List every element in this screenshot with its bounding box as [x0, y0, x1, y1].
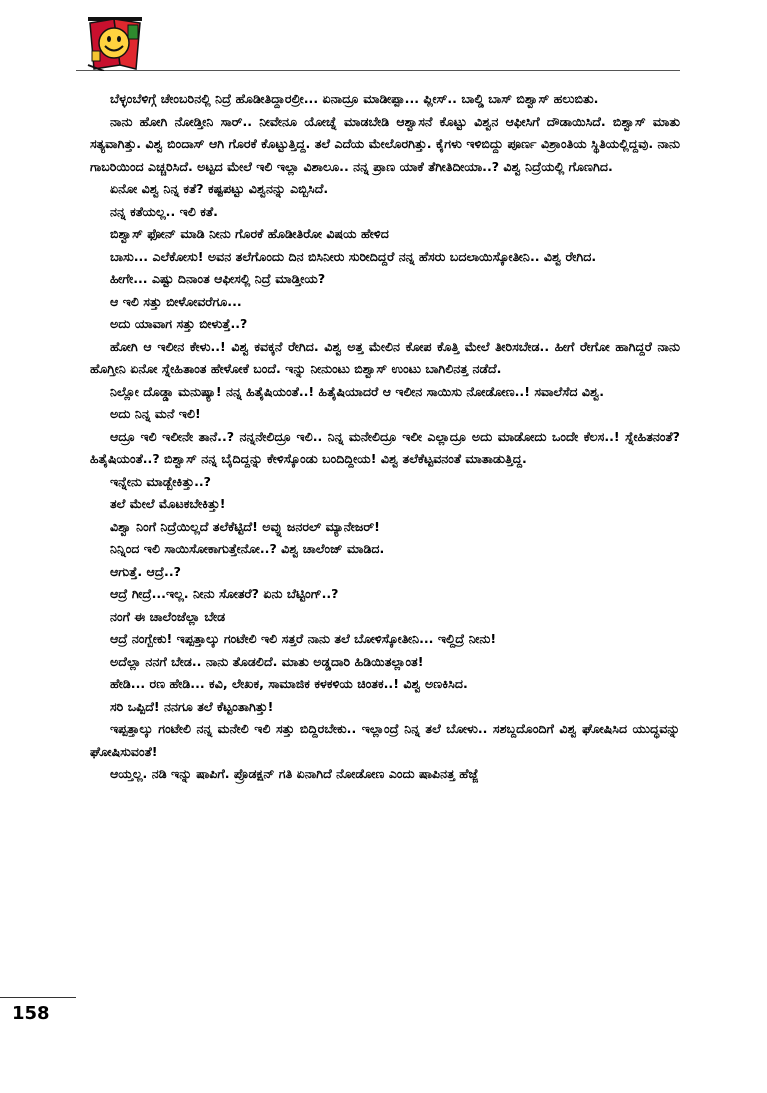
- paragraph: ಇನ್ನೇನು ಮಾಡ್ಬೇಕಿತ್ತು..?: [110, 473, 211, 489]
- paragraph: ಅದು ನಿನ್ನ ಮನೆ ಇಲಿ!: [110, 406, 201, 421]
- paragraph: ಬಾಸು... ಎಲೆಕೋಸು! ಅವನ ತಲೆಗೊಂದು ದಿನ ಬಿಸಿನೀರು ಸುರೀದಿದ್ದರೆ ನನ್ನ ಹೆಸರು ಬದಲಾಯಿಸ್ಕೋತೀನಿ.. ವಿಶ್ವ ರೇಗಿದ.: [110, 248, 597, 264]
- page-number: 158: [12, 1003, 50, 1024]
- header-rule: [76, 70, 680, 71]
- paragraph: ಆದ್ರೆ ನಂಗ್ಬೇಕು! ಇಪ್ಪತ್ತಾಲ್ಕು ಗಂಟೇಲಿ ಇಲಿ ಸತ್ತರೆ ನಾನು ತಲೆ ಬೋಳಿಸ್ಕೋತೀನಿ... ಇಲ್ದಿದ್ರೆ ನೀನು!: [110, 631, 497, 646]
- paragraph: ನಂಗೆ ಈ ಚಾಲೆಂಜೆಲ್ಲಾ ಬೇಡ: [110, 608, 226, 624]
- smiley-book-logo-icon: [84, 15, 146, 71]
- paragraph: ಏನೋ ವಿಶ್ವ ನಿನ್ನ ಕತೆ? ಕಷ್ಟಪಟ್ಟು ವಿಶ್ವನನ್ನು ಎಬ್ಬಿಸಿದೆ.: [110, 181, 329, 196]
- paragraph: ಆ ಇಲಿ ಸತ್ತು ಬೀಳೋವರೆಗೂ...: [110, 293, 242, 309]
- paragraph: ಬಿಶ್ವಾಸ್ ಫೋನ್ ಮಾಡಿ ನೀನು ಗೊರಕೆ ಹೊಡೀತಿರೋ ವಿಷಯ ಹೇಳಿದ: [110, 226, 389, 241]
- paragraph: ಹೀಗೇ... ಎಷ್ಟು ದಿನಾಂತ ಆಫೀಸಲ್ಲಿ ನಿದ್ರೆ ಮಾಡ್ತೀಯ?: [110, 271, 326, 286]
- paragraph: ಇಪ್ಪತ್ತಾಲ್ಕು ಗಂಟೇಲಿ ನನ್ನ ಮನೇಲಿ ಇಲಿ ಸತ್ತು ಬಿದ್ದಿರಬೇಕು.. ಇಲ್ಲಾಂದ್ರೆ ನಿನ್ನ ತಲೆ ಬೋಳು.. ಸಶಬ್ದದೊಂದಿಗೆ ವಿಶ್ವ ಘೋಷಿಸಿದ ಯುದ್ಧವನ್ನು ಘೋಷಿಸುವಂತೆ!: [90, 721, 680, 759]
- footer-rule: [0, 997, 76, 998]
- paragraph: ಆಗುತ್ತೆ. ಆದ್ರೆ..?: [110, 563, 181, 579]
- paragraph: ವಿಶ್ವಾ ನಿಂಗೆ ನಿದ್ರೆಯಿಲ್ಲದೆ ತಲೆಕೆಟ್ಟಿದೆ! ಅವ್ನು ಜನರಲ್ ಮ್ಯಾನೇಜರ್!: [110, 518, 380, 534]
- paragraph: ನಿನ್ನಿಂದ ಇಲಿ ಸಾಯಿಸೋಕಾಗುತ್ತೇನೋ..? ವಿಶ್ವ ಚಾಲೆಂಜ್ ಮಾಡಿದ.: [110, 541, 385, 556]
- paragraph: ಅದೆಲ್ಲಾ ನನಗೆ ಬೇಡ.. ನಾನು ತೊಡಲಿದೆ. ಮಾತು ಅಡ್ಡದಾರಿ ಹಿಡಿಯಿತಲ್ಲಾಂತ!: [110, 653, 424, 669]
- paragraph: ನನ್ನ ಕತೆಯಲ್ಲ.. ಇಲಿ ಕತೆ.: [110, 203, 218, 219]
- paragraph: ಆದ್ರೂ ಇಲಿ ಇಲೀನೇ ತಾನೆ..? ನನ್ನನೇಲಿದ್ರೂ ಇಲಿ.. ನಿನ್ನ ಮನೇಲಿದ್ರೂ ಇಲೀ ಎಲ್ಲಾದ್ರೂ ಅದು ಮಾಡೋದು ಒಂದೇ ಕೆಲಸ..! ಸ್ನೇಹಿತನಂತೆ? ಹಿತೈಷಿಯಂತೆ..? ಬಿಶ್ವಾಸ್ ನನ್ನ ಬೈದಿದ್ದನ್ನು ಕೇಳಿಸ್ಕೊಂಡು ಬಂದಿದ್ದೀಯ! ವಿಶ್ವ ತಲೆಕೆಟ್ಟವನಂತೆ ಮಾತಾಡುತ್ತಿದ್ದ.: [90, 428, 680, 466]
- paragraph: ನಾನು ಹೋಗಿ ನೋಡ್ತೀನಿ ಸಾರ್.. ನೀವೇನೂ ಯೋಚ್ನೆ ಮಾಡಬೇಡಿ ಆಶ್ವಾಸನೆ ಕೊಟ್ಟು ವಿಶ್ವನ ಆಫೀಸಿಗೆ ದೌಡಾಯಿಸಿದೆ. ಬಿಶ್ವಾಸ್ ಮಾತು ಸತ್ಯವಾಗಿತ್ತು. ವಿಶ್ವ ಬಿಂದಾಸ್ ಆಗಿ ಗೊರಕೆ ಕೊಟ್ಟುತ್ತಿದ್ದ. ತಲೆ ಎದೆಯ ಮೇಲೊರಗಿತ್ತು. ಕೈಗಳು ಇಳಿಬಿದ್ದು ಪೂರ್ಣ ವಿಶ್ರಾಂತಿಯ ಸ್ಥಿತಿಯಲ್ಲಿದ್ದವು. ನಾನು ಗಾಬರಿಯಿಂದ ಎಚ್ಚರಿಸಿದೆ. ಅಟ್ಟದ ಮೇಲೆ ಇಲಿ ಇಲ್ಲಾ ವಿಶಾಲೂ.. ನನ್ನ ಪ್ರಾಣ ಯಾಕೆ ತೆಗೀತಿದೀಯಾ..? ವಿಶ್ವ ನಿದ್ರೆಯಲ್ಲಿ ಗೊಣಗಿದ.: [90, 113, 680, 174]
- paragraph: ಹೋಗಿ ಆ ಇಲೀನ ಕೇಳು..! ವಿಶ್ವ ಕವಕ್ಕನೆ ರೇಗಿದ. ವಿಶ್ವ ಅತ್ತ ಮೇಲಿನ ಕೋಪ ಕೊತ್ತಿ ಮೇಲೆ ತೀರಿಸಬೇಡ.. ಹೀಗೆ ರೇಗೋ ಹಾಗಿದ್ದರೆ ನಾನು ಹೊಗ್ತೀನಿ ಏನೋ ಸ್ನೇಹಿತಾಂತ ಹೇಳೋಕೆ ಬಂದೆ. ಇನ್ನು ನೀನುಂಟು ಬಿಶ್ವಾಸ್ ಉಂಟು ಬಾಗಿಲಿನತ್ತ ನಡೆದೆ.: [90, 338, 680, 376]
- paragraph: ನಿಲ್ಲೋ ದೊಡ್ಡಾ ಮನುಷ್ಯಾ! ನನ್ನ ಹಿತೈಷಿಯಂತೆ..! ಹಿತೈಷಿಯಾದರೆ ಆ ಇಲೀನ ಸಾಯಿಸು ನೋಡೋಣ..! ಸವಾಲೆಸೆದ ವಿಶ್ವ.: [110, 383, 604, 399]
- paragraph: ಬೆಳ್ಳಂಬೆಳಿಗ್ಗೆ ಚೇಂಬರಿನಲ್ಲಿ ನಿದ್ರೆ ಹೊಡೀತಿದ್ದಾರಲ್ರೀ... ಏನಾದ್ರೂ ಮಾಡೀಪ್ಪಾ... ಪ್ಲೀಸ್.. ಬಾಲ್ಡಿ ಬಾಸ್ ಬಿಶ್ವಾಸ್ ಹಲುಬಿತು.: [110, 91, 599, 106]
- story-text: [90, 88, 680, 786]
- paragraph: ಸರಿ ಒಪ್ಪಿದೆ! ನನಗೂ ತಲೆ ಕೆಟ್ಟಂತಾಗಿತ್ತು!: [110, 698, 274, 714]
- paragraph: ಅದು ಯಾವಾಗ ಸತ್ತು ಬೀಳುತ್ತೆ..?: [110, 316, 248, 331]
- paragraph: ತಲೆ ಮೇಲೆ ಮೊಟಕಬೇಕಿತ್ತು!: [110, 496, 226, 511]
- paragraph: ಆಯ್ತಲ್ಲ. ನಡಿ ಇನ್ನು ಷಾಪಿಗೆ. ಪ್ರೊಡಕ್ಷನ್ ಗತಿ ಏನಾಗಿದೆ ನೋಡೋಣ ಎಂದು ಷಾಪಿನತ್ತ ಹೆಜ್ಜೆ: [110, 766, 479, 781]
- paragraph: ಹೇಡಿ... ರಣ ಹೇಡಿ... ಕವಿ, ಲೇಖಕ, ಸಾಮಾಜಿಕ ಕಳಕಳಿಯ ಚಿಂತಕ..! ವಿಶ್ವ ಅಣಕಿಸಿದ.: [110, 676, 468, 691]
- paragraph: ಆದ್ರೆ ಗೀದ್ರೆ...ಇಲ್ಲ. ನೀನು ಸೋತರೆ? ಏನು ಬೆಟ್ಟಿಂಗ್..?: [110, 586, 339, 601]
